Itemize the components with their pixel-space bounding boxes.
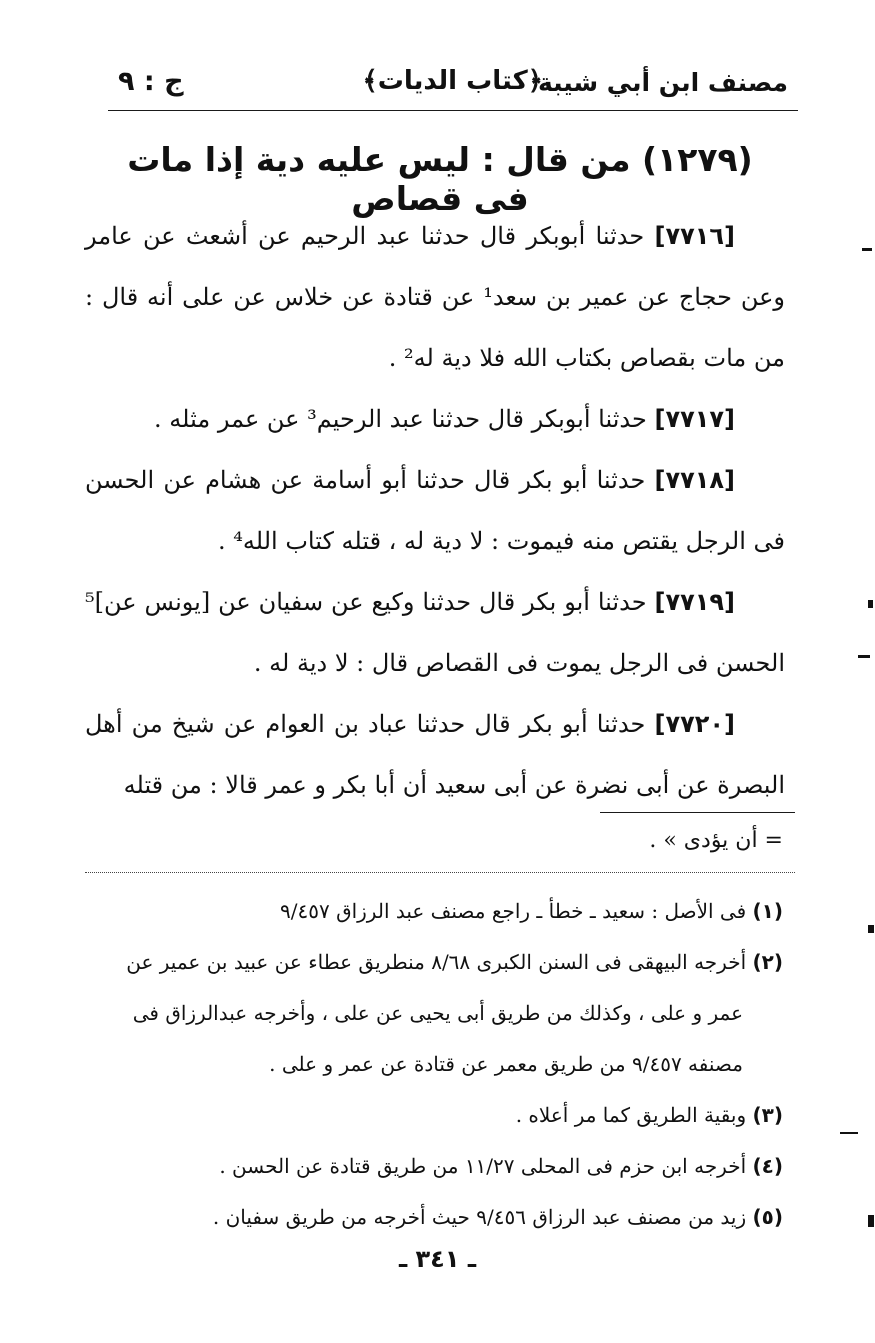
footnote-mark: (٤)	[752, 1154, 783, 1178]
entry-text: حدثنا أبو بكر قال حدثنا عباد بن العوام عن شيخ من أهل البصرة عن أبى نضرة عن أبى سعيد أن أبا بكر و عمر قالا : من قتله	[85, 710, 785, 799]
header-volume-number: ج : ٩	[118, 66, 184, 97]
page-number: ـ ٣٤١ ـ	[398, 1245, 477, 1273]
entry-number: [٧٧١٧]	[654, 405, 735, 433]
scan-mark	[840, 1132, 858, 1134]
footnote-line: مصنفه ٩/٤٥٧ من طريق معمر عن قتادة عن عمر و على .	[269, 1052, 743, 1076]
entry-text: حدثنا أبوبكر قال حدثنا عبد الرحيم عن أشعث عن عامر وعن حجاج عن عمير بن سعد¹ عن قتادة عن خلاس عن على أنه قال : من مات بقصاص بكتاب الله فلا دية له² .	[85, 222, 786, 372]
footnotes	[78, 886, 783, 1243]
footnote-mark: (٥)	[752, 1205, 783, 1229]
footnote-line: عمر و على ، وكذلك من طريق أبى يحيى عن على ، وأخرجه عبدالرزاق فى	[132, 1001, 743, 1025]
scan-mark	[868, 600, 873, 608]
footnote-mark: (١)	[752, 899, 783, 923]
footnote-line: وبقية الطريق كما مر أعلاه .	[515, 1103, 747, 1127]
hadith-entry	[85, 206, 785, 389]
entry-number: [٧٧١٦]	[654, 222, 735, 250]
footnote-line: أخرجه ابن حزم فى المحلى ١١/٢٧ من طريق قتادة عن الحسن .	[219, 1154, 747, 1178]
hadith-entry	[85, 694, 785, 816]
header-chapter-title: ﴿كتاب الديات﴾	[362, 66, 543, 96]
footnote-mark: (٣)	[752, 1103, 783, 1127]
scan-mark	[868, 925, 874, 933]
footnote-dotted-rule	[85, 872, 795, 873]
entry-text: حدثنا أبوبكر قال حدثنا عبد الرحيم³ عن عمر مثله .	[154, 405, 647, 433]
entry-text: حدثنا أبو بكر قال حدثنا أبو أسامة عن هشام عن الحسن فى الرجل يقتص منه فيموت : لا دية له ، قتله كتاب الله⁴ .	[85, 466, 785, 555]
main-text	[85, 206, 785, 816]
scan-mark	[858, 655, 870, 658]
scan-mark	[868, 1215, 874, 1227]
hadith-entry	[85, 389, 785, 450]
header-book-title: مصنف ابن أبي شيبة	[537, 68, 788, 97]
chapter-heading: (١٢٧٩) من قال : ليس عليه دية إذا مات فى قصاص	[127, 140, 753, 218]
scan-mark	[862, 248, 872, 251]
hadith-entry	[85, 572, 785, 694]
footnote-line: زيد من مصنف عبد الرزاق ٩/٤٥٦ حيث أخرجه من طريق سفيان .	[212, 1205, 747, 1229]
running-header	[108, 62, 798, 111]
footnote-item	[78, 1141, 783, 1192]
footnote-item	[78, 886, 783, 937]
footnote-item	[78, 1192, 783, 1243]
footnote-continuation: = أن يؤدى » .	[649, 828, 783, 853]
hadith-entry	[85, 450, 785, 572]
footnote-line: فى الأصل : سعيد ـ خطأ ـ راجع مصنف عبد الرزاق ٩/٤٥٧	[280, 899, 747, 923]
entry-number: [٧٧٢٠]	[654, 710, 735, 738]
footnote-separator	[600, 812, 795, 813]
entry-number: [٧٧١٨]	[654, 466, 735, 494]
entry-text: حدثنا أبو بكر قال حدثنا وكيع عن سفيان عن [يونس عن]⁵ الحسن فى الرجل يموت فى القصاص قال : لا دية له .	[85, 588, 785, 677]
footnote-mark: (٢)	[752, 950, 783, 974]
footnote-item	[78, 937, 783, 988]
footnote-item	[78, 1090, 783, 1141]
footnote-line: أخرجه البيهقى فى السنن الكبرى ٨/٦٨ منطريق عطاء عن عبيد بن عمير عن	[126, 950, 747, 974]
entry-number: [٧٧١٩]	[654, 588, 735, 616]
